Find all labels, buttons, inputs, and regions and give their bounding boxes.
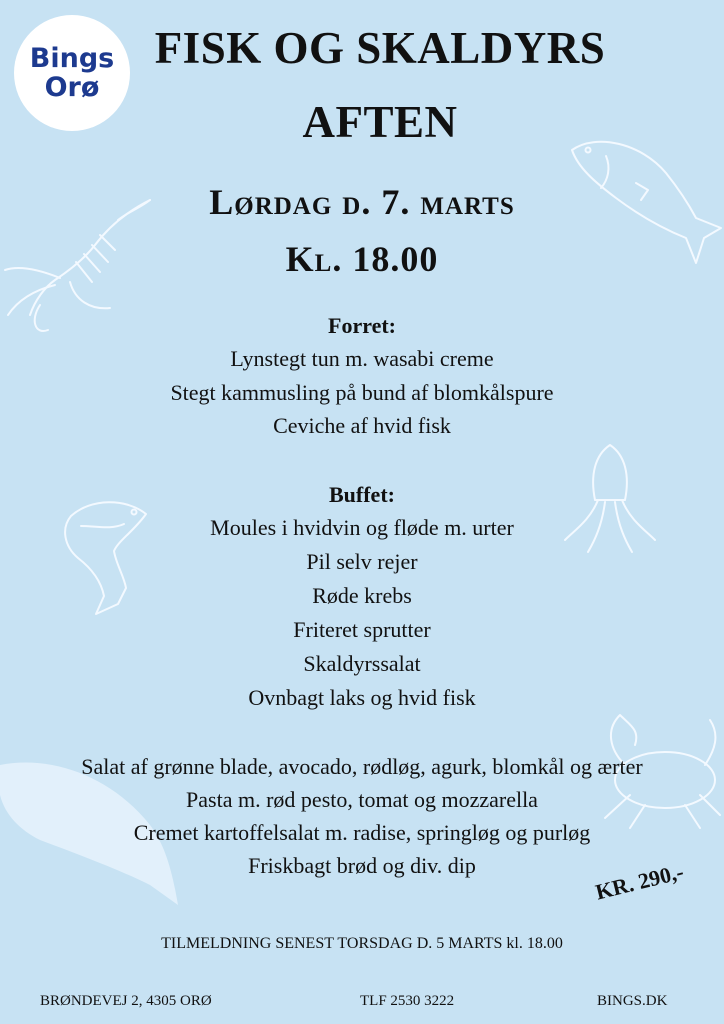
forret-heading: Forret:: [328, 313, 396, 338]
event-time: Kl. 18.00: [285, 239, 439, 279]
side-item: Friskbagt brød og div. dip: [248, 853, 476, 878]
event-date: Lørdag d. 7. marts: [209, 182, 515, 222]
side-item: Cremet kartoffelsalat m. radise, springløg og purløg: [133, 820, 591, 845]
buffet-item: Pil selv rejer: [306, 549, 418, 574]
brand-logo: [14, 15, 130, 131]
page-title-line-2: AFTEN: [302, 97, 458, 147]
forret-item: Ceviche af hvid fisk: [273, 413, 451, 438]
forret-item: Stegt kammusling på bund af blomkålspure: [170, 380, 554, 405]
forret-item: Lynstegt tun m. wasabi creme: [230, 346, 494, 371]
logo-line-1: Bings: [29, 43, 115, 74]
footer-website: BINGS.DK: [597, 993, 668, 1009]
side-item: Pasta m. rød pesto, tomat og mozzarella: [186, 787, 538, 812]
buffet-item: Skaldyrssalat: [303, 651, 421, 676]
price-label: KR. 290,-: [592, 858, 687, 905]
footer-phone: TLF 2530 3222: [360, 993, 455, 1009]
buffet-item: Friteret sprutter: [293, 617, 431, 642]
logo-line-2: Orø: [44, 72, 100, 103]
footer-address: BRØNDEVEJ 2, 4305 ORØ: [40, 993, 212, 1009]
buffet-heading: Buffet:: [329, 482, 395, 507]
page-title-line-1: FISK OG SKALDYRS: [154, 23, 606, 73]
buffet-item: Moules i hvidvin og fløde m. urter: [210, 515, 514, 540]
signup-deadline: TILMELDNING SENEST TORSDAG D. 5 MARTS kl. 18.00: [161, 935, 563, 952]
buffet-item: Røde krebs: [312, 583, 412, 608]
side-item: Salat af grønne blade, avocado, rødløg, agurk, blomkål og ærter: [81, 754, 643, 779]
buffet-item: Ovnbagt laks og hvid fisk: [248, 685, 476, 710]
